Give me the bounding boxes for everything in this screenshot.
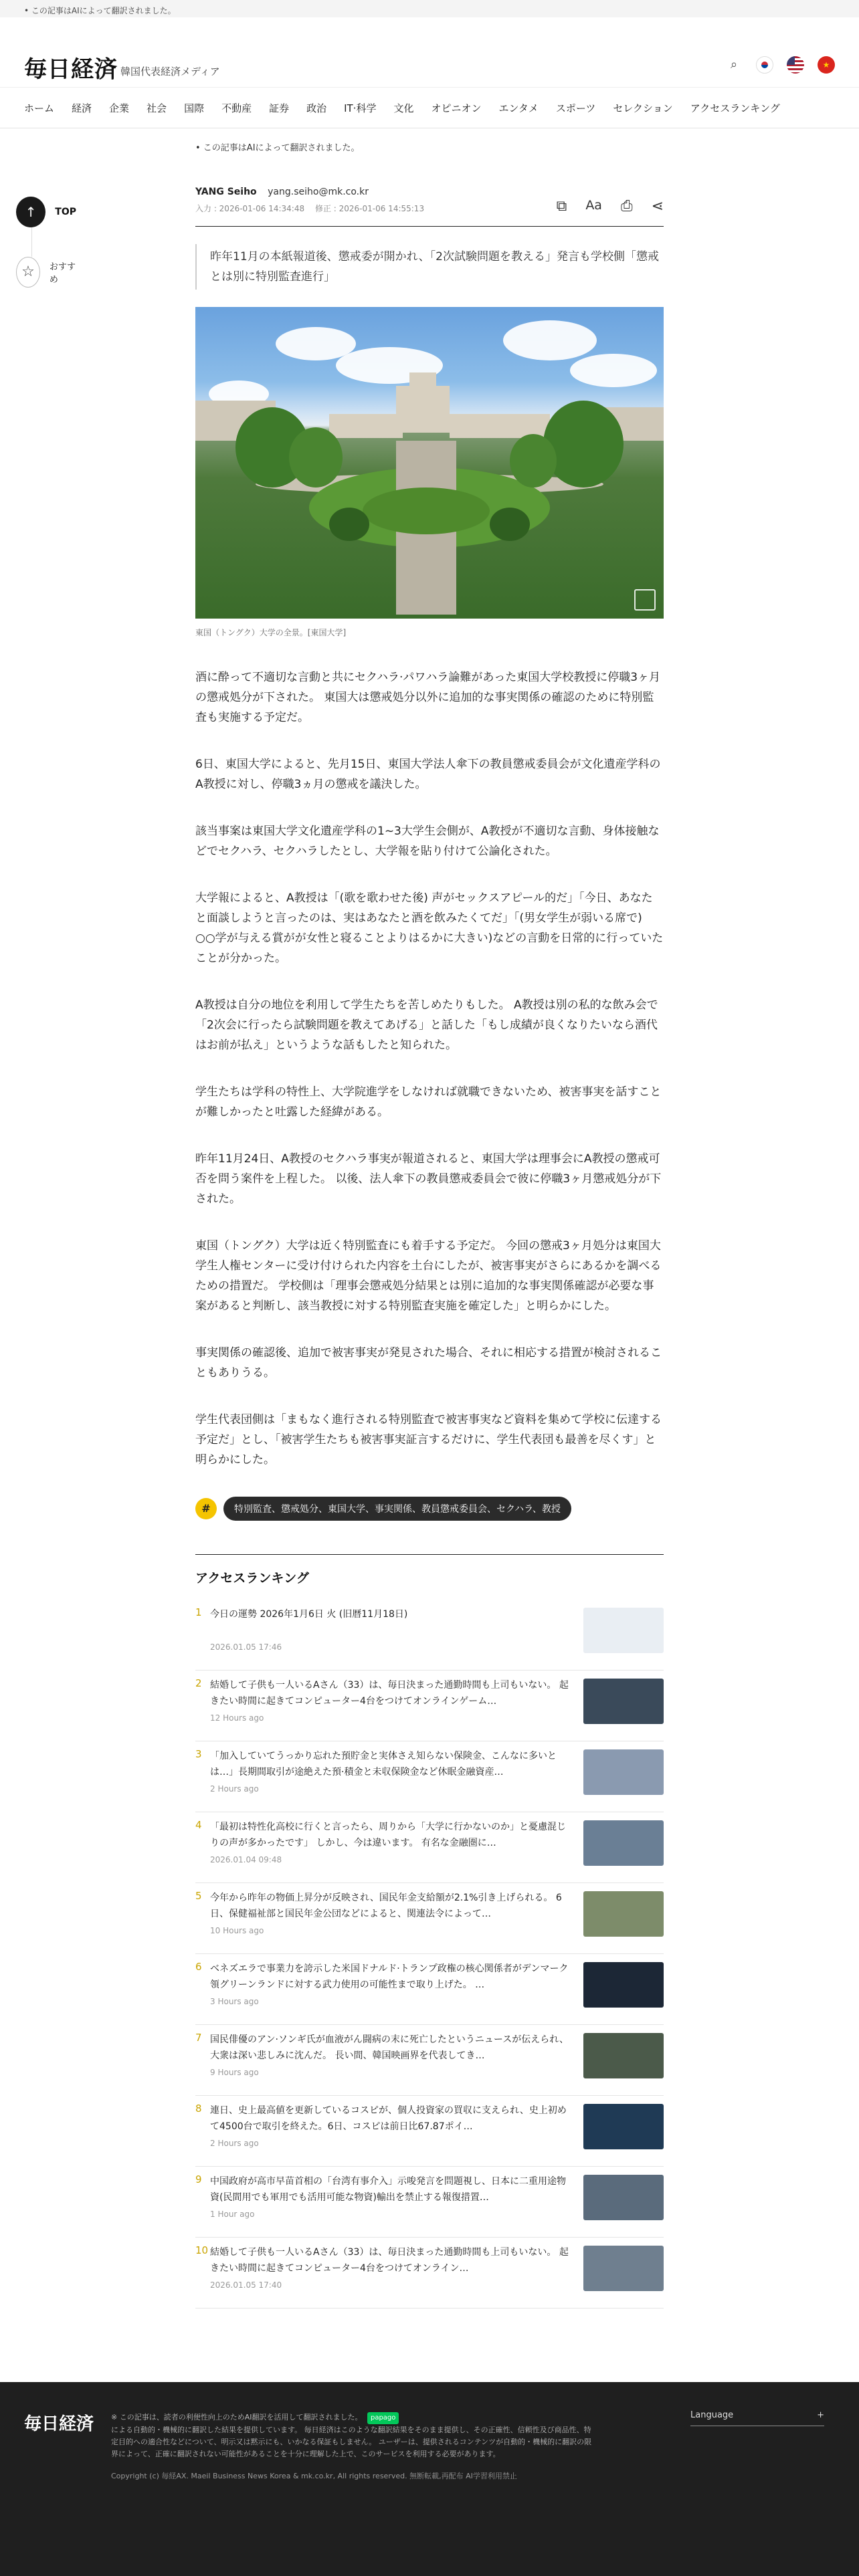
footer-notice-detail: による自動的・機械的に翻訳した結果を提供しています。 毎日経済はこのような翻訳結果をそのまま提供し、その正確性、信頼性及び商品性、特定目的への適合性などについて、明示又は黙示にも、いかなる保証もしません。 ユーザーは、提供されるコンテンツが自動的・機械的に翻訳の限界によって、正確に翻訳されない可能性があることを十分に理解した上で、このサービスを利用する必要があります。	[111, 2426, 592, 2458]
ranking-thumbnail[interactable]	[583, 2033, 664, 2078]
star-icon: ☆	[16, 257, 40, 288]
ranking-thumbnail[interactable]	[583, 1962, 664, 2008]
ranking-number: 9	[195, 2173, 202, 2185]
paragraph: 6日、東国大学によると、先月15日、東国大学法人傘下の教員懲戒委員会が文化遺産学科のA教授に対し、停職3ヵ月の懲戒を議決した。	[195, 758, 661, 791]
ranking-thumbnail[interactable]	[583, 1679, 664, 1724]
published-date: 入力 : 2026-01-06 14:34:48	[195, 204, 305, 213]
nav-item-society[interactable]: 社会	[147, 102, 167, 114]
ranking-number: 10	[195, 2244, 209, 2256]
side-floating-menu	[16, 197, 76, 288]
footer-logo[interactable]: 毎日経済	[24, 2414, 94, 2434]
ranking-item[interactable]	[195, 1954, 664, 2025]
flag-korea-icon[interactable]	[756, 56, 773, 74]
footer-disclaimer	[111, 2411, 593, 2460]
nav-item-business[interactable]: 企業	[109, 102, 130, 114]
ranking-time: 10 Hours ago	[210, 1926, 264, 1935]
ranking-thumbnail[interactable]	[583, 2104, 664, 2149]
nav-item-sports[interactable]: スポーツ	[555, 102, 596, 114]
hashtag-icon: #	[195, 1498, 217, 1519]
nav-item-opinion[interactable]: オピニオン	[431, 102, 482, 114]
nav-item-politics[interactable]: 政治	[306, 102, 327, 114]
main-nav	[0, 87, 859, 128]
scroll-top-button[interactable]	[16, 197, 76, 227]
plus-icon: +	[817, 2410, 824, 2420]
translate-icon[interactable]: ⧉	[556, 198, 567, 215]
site-tagline: 韓国代表経済メディア	[120, 66, 220, 78]
ranking-number: 4	[195, 1819, 202, 1831]
byline-divider	[195, 226, 664, 227]
nav-item-culture[interactable]: 文化	[393, 102, 414, 114]
ranking-item[interactable]	[195, 2096, 664, 2167]
ranking-headline[interactable]: 結婚して子供も一人いるAさん（33）は、毎日決まった通勤時間も上司もいない。 起きたい時間に起きてコンピューター4台をつけてオンライン…	[210, 2247, 569, 2274]
ranking-time: 2026.01.05 17:40	[210, 2280, 282, 2290]
ranking-item[interactable]	[195, 2167, 664, 2238]
ranking-list	[195, 1600, 664, 2309]
top-translation-notice: • この記事はAIによって翻訳されました。	[0, 0, 859, 17]
access-ranking	[195, 1554, 664, 2309]
paragraph: 大学報によると、A教授は「(歌を歌わせた後) 声がセックスアピール的だ」「今日、あなたと面談しようと言ったのは、実はあなたと酒を飲みたくてだ」「(男女学生が弱いる席で) ○○学が与える賞がが女性と寝ることよりはるかに大きい)などの言動を日常的に行っていたことが分かった。	[195, 891, 664, 965]
ranking-time: 2026.01.04 09:48	[210, 1855, 282, 1864]
ranking-number: 2	[195, 1677, 202, 1689]
modified-date: 修正 : 2026-01-06 14:55:13	[314, 204, 425, 213]
author-name[interactable]: YANG Seiho	[195, 187, 257, 197]
ranking-thumbnail[interactable]	[583, 1749, 664, 1795]
ranking-item[interactable]	[195, 1812, 664, 1883]
footer-copyright: Copyright (c) 毎経AX. Maeil Business News Korea & mk.co.kr, All rights reserved. 無断転載,再配布 AI学習利用禁止	[111, 2472, 517, 2480]
paragraph: 酒に酔って不適切な言動と共にセクハラ·パワハラ論難があった東国大学校教授に停職3ヶ月の懲戒処分が下された。 東国大は懲戒処分以外に追加的な事実関係の確認のために特別監査も実施する予定だ。	[195, 671, 661, 724]
site-footer	[0, 2382, 859, 2576]
nav-item-international[interactable]: 国際	[184, 102, 205, 114]
header-icons	[725, 56, 835, 74]
recommend-button[interactable]	[16, 257, 76, 288]
ranking-thumbnail[interactable]	[583, 2246, 664, 2291]
site-logo[interactable]: 毎日経済	[24, 56, 118, 83]
ranking-thumbnail[interactable]	[583, 1820, 664, 1866]
flag-usa-icon[interactable]	[787, 56, 804, 74]
byline	[195, 187, 664, 197]
scroll-top-label: TOP	[55, 207, 76, 217]
author-email[interactable]: yang.seiho@mk.co.kr	[268, 187, 369, 197]
ranking-item[interactable]	[195, 1671, 664, 1741]
ranking-number: 5	[195, 1890, 202, 1902]
paragraph: 学生たちは学科の特性上、大学院進学をしなければ就職できないため、被害事実を話すことが難しかったと吐露した経緯がある。	[195, 1085, 662, 1119]
search-icon[interactable]: ⌕	[730, 58, 738, 72]
ranking-thumbnail[interactable]	[583, 1608, 664, 1653]
ranking-time: 2 Hours ago	[210, 1784, 259, 1794]
ranking-time: 3 Hours ago	[210, 1997, 259, 2006]
ranking-time: 2026.01.05 17:46	[210, 1642, 282, 1652]
ranking-number: 3	[195, 1748, 202, 1760]
photo-caption: 東国（トングク）大学の全景。[東国大学]	[195, 628, 347, 637]
paragraph: 昨年11月24日、A教授のセクハラ事実が報道されると、東国大学は理事会にA教授の懲戒可否を問う案件を上程した。 以後、法人傘下の教員懲戒委員会で彼に停職3ヶ月懲戒処分が下された。	[195, 1152, 662, 1206]
language-label: Language	[690, 2410, 734, 2420]
article-photo[interactable]	[195, 307, 664, 619]
ranking-headline[interactable]: 国民俳優のアン·ソンギ氏が血液がん闘病の末に死亡したというニュースが伝えられ、大衆は深い悲しみに沈んだ。 長い間、韓国映画界を代表してき…	[210, 2034, 569, 2061]
font-size-icon[interactable]: Aa	[585, 198, 602, 213]
footer-notice: ※ この記事は、読者の利便性向上のためAI翻訳を活用して翻訳されました。	[111, 2413, 363, 2422]
papago-logo: papago	[367, 2412, 399, 2424]
nav-item-economy[interactable]: 経済	[72, 102, 92, 114]
nav-item-ranking[interactable]: アクセスランキング	[690, 102, 780, 114]
ranking-number: 8	[195, 2103, 202, 2115]
ai-translation-note: • この記事はAIによって翻訳されました。	[195, 143, 360, 153]
recommend-label: おすすめ	[49, 262, 76, 285]
ranking-time: 2 Hours ago	[210, 2139, 259, 2148]
paragraph: 事実関係の確認後、追加で被害事実が発見された場合、それに相応する措置が検討されることもありうる。	[195, 1346, 662, 1380]
article-summary: 昨年11月の本紙報道後、懲戒委が開かれ、「2次試験問題を教える」発言も学校側「懲戒とは別に特別監査進行」	[195, 244, 664, 290]
ranking-title: アクセスランキング	[195, 1571, 309, 1586]
ranking-number: 6	[195, 1961, 202, 1973]
ranking-headline[interactable]: 「加入していてうっかり忘れた預貯金と実体さえ知らない保険金、こんなに多いとは…」長期間取引が途絶えた預·積金と未収保険金など休眠金融資産…	[210, 1751, 557, 1778]
ranking-item[interactable]	[195, 2238, 664, 2309]
ranking-headline[interactable]: ベネズエラで事業力を誇示した米国ドナルド·トランプ政権の核心関係者がデンマーク領グリーンランドに対する武力使用の可能性まで取り上げた。 …	[210, 1963, 569, 1990]
article-tools	[557, 198, 664, 215]
site-header	[0, 17, 859, 87]
ranking-headline[interactable]: 結婚して子供も一人いるAさん（33）は、毎日決まった通勤時間も上司もいない。 起きたい時間に起きてコンピューター4台をつけてオンラインゲーム…	[210, 1680, 569, 1707]
tag-pill[interactable]: 特別監査、懲戒処分、東国大学、事実関係、教員懲戒委員会、セクハラ、教授	[223, 1497, 571, 1521]
ranking-item[interactable]	[195, 1741, 664, 1812]
ranking-time: 12 Hours ago	[210, 1713, 264, 1723]
ranking-headline[interactable]: 中国政府が高市早苗首相の「台湾有事介入」示唆発言を問題視し、日本に二重用途物資(民間用でも軍用でも活用可能な物資)輸出を禁止する報復措置…	[210, 2176, 566, 2203]
flag-vietnam-icon[interactable]: ★	[818, 56, 835, 74]
ranking-time: 1 Hour ago	[210, 2210, 255, 2219]
ranking-headline[interactable]: 「最初は特性化高校に行くと言ったら、周りから「大学に行かないのか」と憂慮混じりの声が多かったです」 しかし、今は違います。 有名な金融圏に…	[210, 1822, 566, 1848]
paragraph: 東国（トングク）大学は近く特別監査にも着手する予定だ。 今回の懲戒3ヶ月処分は東国大学生人権センターに受け付けられた内容を土台にしたが、被害事実がさらにあるかを調べるための措置だ。 学校側は「理事会懲戒処分結果とは別に追加的な事実関係確認が必要な事案があると判断し、該当教授に対する特別監査実施を確定した」と明らかにした。	[195, 1239, 662, 1313]
nav-item-entertainment[interactable]: エンタメ	[498, 102, 539, 114]
ranking-thumbnail[interactable]	[583, 2175, 664, 2220]
article-body	[195, 667, 664, 1470]
arrow-up-icon: ↑	[16, 197, 45, 227]
ranking-item[interactable]	[195, 1883, 664, 1954]
expand-icon[interactable]	[634, 589, 656, 611]
tag-list	[195, 1497, 664, 1521]
side-divider	[31, 227, 32, 257]
nav-item-real-estate[interactable]: 不動産	[221, 102, 252, 114]
nav-item-it-science[interactable]: IT·科学	[344, 102, 377, 114]
ranking-item[interactable]	[195, 2025, 664, 2096]
nav-item-home[interactable]: ホーム	[24, 102, 55, 114]
language-selector[interactable]	[690, 2410, 824, 2426]
ranking-item[interactable]	[195, 1600, 664, 1671]
ranking-number: 7	[195, 2032, 202, 2044]
ranking-headline[interactable]: 今日の運勢 2026年1月6日 火 (旧暦11月18日)	[210, 1609, 408, 1620]
ranking-thumbnail[interactable]	[583, 1891, 664, 1937]
nav-item-securities[interactable]: 証券	[269, 102, 290, 114]
ranking-headline[interactable]: 今年から昨年の物価上昇分が反映され、国民年金支給額が2.1%引き上げられる。 6日、保健福祉部と国民年金公団などによると、関連法令によって…	[210, 1893, 562, 1919]
paragraph: 該当事案は東国大学文化遺産学科の1~3大学生会側が、A教授が不適切な言動、身体接触などでセクハラ、セクハラしたとし、大学報を貼り付けて公論化された。	[195, 825, 660, 858]
ranking-headline[interactable]: 連日、史上最高値を更新しているコスピが、個人投資家の買収に支えられ、史上初めて4500台で取引を終えた。6日、コスピは前日比67.87ポイ…	[210, 2105, 567, 2132]
article	[195, 140, 664, 2309]
paragraph: A教授は自分の地位を利用して学生たちを苦しめたりもした。 A教授は別の私的な飲み会で「2次会に行ったら試験問題を教えてあげる」と話した「もし成績が良くなりたいなら酒代はお前が払え」というような話もしたと知られた。	[195, 998, 658, 1052]
ranking-number: 1	[195, 1606, 202, 1618]
ranking-time: 9 Hours ago	[210, 2068, 259, 2077]
paragraph: 学生代表団側は「まもなく進行される特別監査で被害事実など資料を集めて学校に伝達する予定だ」とし、「被害学生たちも被害事実証言するだけに、学生代表団も最善を尽くす」と明らかにした。	[195, 1413, 662, 1467]
share-icon[interactable]: ⋖	[651, 198, 664, 215]
print-icon[interactable]: ⎙	[620, 198, 633, 215]
nav-item-selection[interactable]: セレクション	[613, 102, 673, 114]
